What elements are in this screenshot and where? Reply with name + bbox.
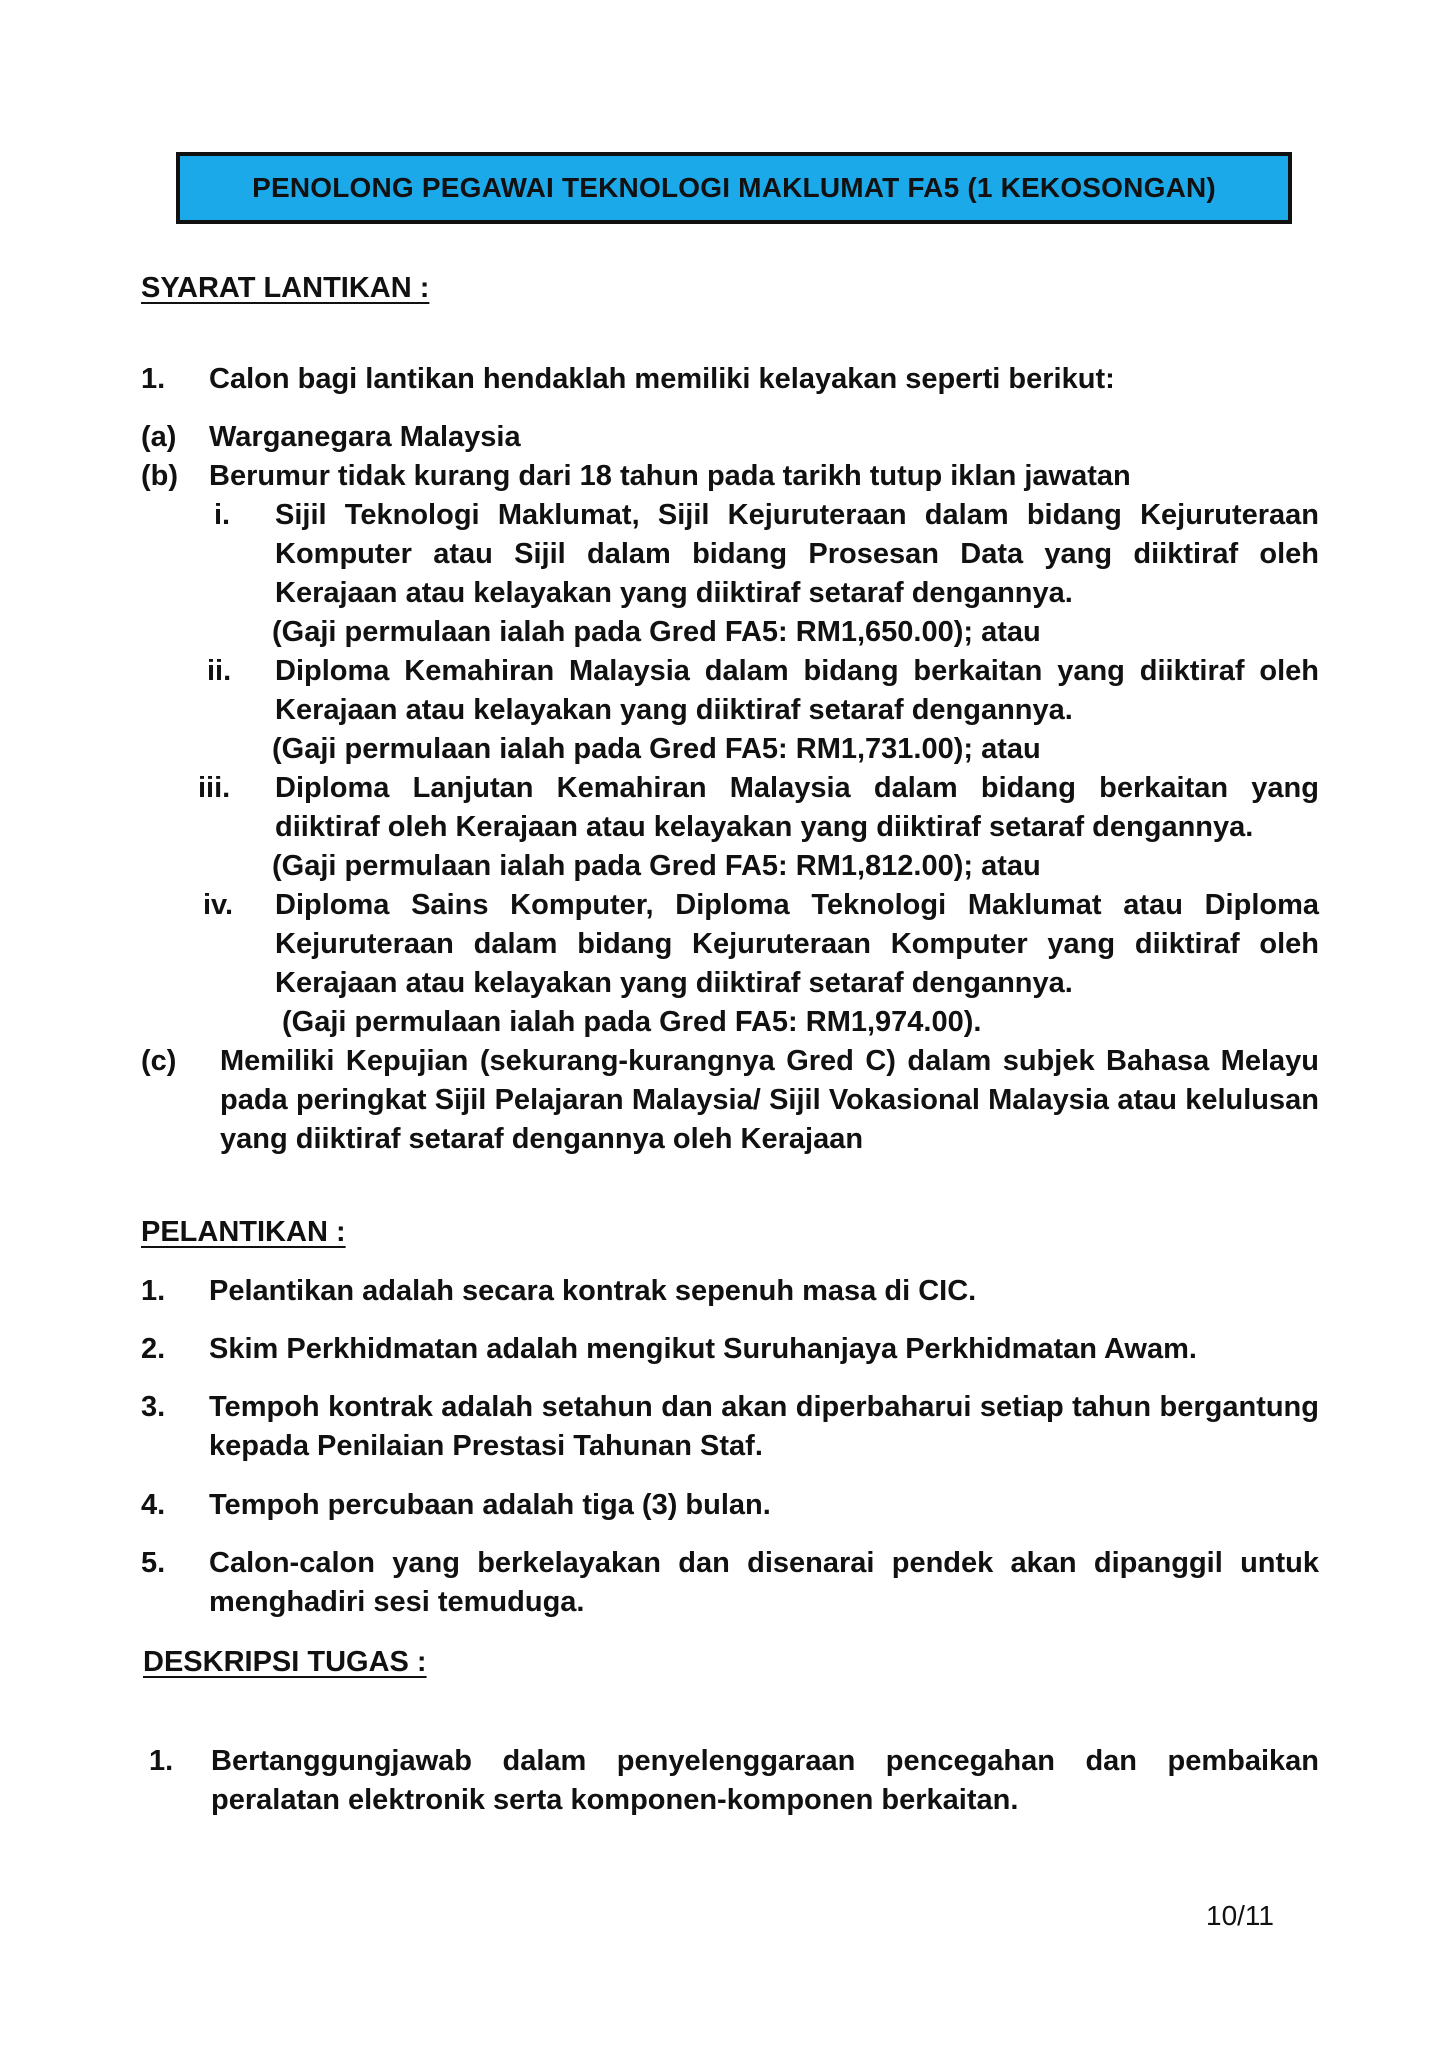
page-number: 10/11 xyxy=(1206,1900,1274,1931)
item-number: 1. xyxy=(141,1275,166,1307)
job-title: PENOLONG PEGAWAI TEKNOLOGI MAKLUMAT FA5 (1 KEKOSONGAN) xyxy=(252,172,1216,203)
item-letter: (c) xyxy=(141,1045,177,1077)
item-text: Pelantikan adalah secara kontrak sepenuh masa di CIC. xyxy=(209,1275,977,1307)
item-text: Warganegara Malaysia xyxy=(209,421,521,453)
item-number: 3. xyxy=(141,1391,166,1423)
item-letter: (b) xyxy=(141,460,179,492)
roman-numeral: iii. xyxy=(198,772,231,804)
salary-note-i: (Gaji permulaan ialah pada Gred FA5: RM1,650.00); atau xyxy=(272,616,1041,648)
item-text: Calon bagi lantikan hendaklah memiliki kelayakan seperti berikut: xyxy=(209,363,1115,395)
qualification-text: Diploma Kemahiran Malaysia dalam bidang berkaitan yang diiktiraf oleh Kerajaan atau kelayakan yang diiktiraf setaraf dengannya. xyxy=(275,655,1319,726)
item-letter: (a) xyxy=(141,421,177,453)
item-number: 2. xyxy=(141,1333,166,1365)
item-number: 5. xyxy=(141,1547,166,1579)
roman-numeral: i. xyxy=(214,499,231,531)
pelantikan-heading: PELANTIKAN : xyxy=(141,1216,346,1248)
salary-note-iv: (Gaji permulaan ialah pada Gred FA5: RM1,974.00). xyxy=(282,1006,982,1038)
qualification-text: Diploma Sains Komputer, Diploma Teknologi Maklumat atau Diploma Kejuruteraan dalam bidang Kejuruteraan Komputer yang diiktiraf oleh Kerajaan atau kelayakan yang diiktiraf setaraf dengannya. xyxy=(275,889,1319,999)
item-text: Tempoh kontrak adalah setahun dan akan diperbaharui setiap tahun bergantung kepada Penilaian Prestasi Tahunan Staf. xyxy=(209,1391,1319,1462)
item-number: 1. xyxy=(149,1745,174,1777)
item-text: Tempoh percubaan adalah tiga (3) bulan. xyxy=(209,1489,771,1521)
deskripsi-tugas-heading: DESKRIPSI TUGAS : xyxy=(143,1646,427,1678)
item-text: Skim Perkhidmatan adalah mengikut Suruhanjaya Perkhidmatan Awam. xyxy=(209,1333,1197,1365)
job-title-banner xyxy=(176,152,1292,224)
item-number: 1. xyxy=(141,363,166,395)
item-text: Calon-calon yang berkelayakan dan disenarai pendek akan dipanggil untuk menghadiri sesi temuduga. xyxy=(209,1547,1319,1618)
salary-note-ii: (Gaji permulaan ialah pada Gred FA5: RM1,731.00); atau xyxy=(272,733,1041,765)
salary-note-iii: (Gaji permulaan ialah pada Gred FA5: RM1,812.00); atau xyxy=(272,850,1041,882)
qualification-text: Sijil Teknologi Maklumat, Sijil Kejuruteraan dalam bidang Kejuruteraan Komputer atau Sijil dalam bidang Prosesan Data yang diiktiraf oleh Kerajaan atau kelayakan yang diiktiraf setaraf dengannya. xyxy=(275,499,1319,609)
roman-numeral: iv. xyxy=(203,889,234,921)
item-number: 4. xyxy=(141,1489,166,1521)
item-text: Bertanggungjawab dalam penyelenggaraan pencegahan dan pembaikan peralatan elektronik serta komponen-komponen berkaitan. xyxy=(211,1745,1319,1816)
syarat-lantikan-heading: SYARAT LANTIKAN : xyxy=(141,272,430,304)
roman-numeral: ii. xyxy=(207,655,232,687)
item-text: Memiliki Kepujian (sekurang-kurangnya Gred C) dalam subjek Bahasa Melayu pada peringkat Sijil Pelajaran Malaysia/ Sijil Vokasional Malaysia atau kelulusan yang diiktiraf setaraf dengannya oleh Kerajaan xyxy=(220,1045,1319,1155)
qualification-text: Diploma Lanjutan Kemahiran Malaysia dalam bidang berkaitan yang diiktiraf oleh Kerajaan atau kelayakan yang diiktiraf setaraf dengannya. xyxy=(275,772,1319,843)
item-text: Berumur tidak kurang dari 18 tahun pada tarikh tutup iklan jawatan xyxy=(209,460,1131,492)
